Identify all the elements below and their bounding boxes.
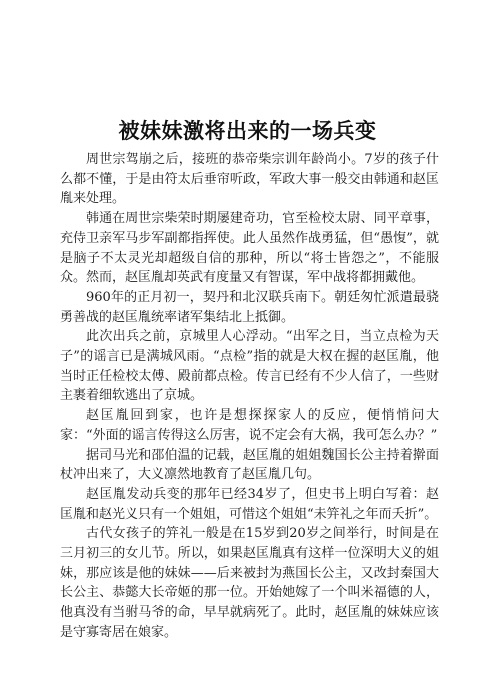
paragraph: 据司马光和邵伯温的记载，赵匡胤的姐姐魏国长公主持着擀面杖冲出来了，大义凛然地教育了赵匡胤几句。 [60,447,439,483]
paragraph: 960年的正月初一，契丹和北汉联兵南下。朝廷匆忙派遣最骁勇善战的赵匡胤统率诸军集结北上抵御。 [60,289,439,325]
article-title: 被妹妹激将出来的一场兵变 [118,118,377,144]
paragraph: 赵匡胤发动兵变的那年已经34岁了，但史书上明白写着：赵匡胤和赵光义只有一个姐姐，可惜这个姐姐“未笄礼之年而夭折”。 [60,486,439,522]
paragraph: 此次出兵之前，京城里人心浮动。“出军之日，当立点检为天子”的谣言已是满城风雨。“点检”指的就是大权在握的赵匡胤，他当时正任检校太傅、殿前都点检。传言已经有不少人信了，一些财主裹着细软逃出了京城。 [60,329,439,404]
paragraph: 韩通在周世宗柴荣时期屡建奇功，官至检校太尉、同平章事，充侍卫亲军马步军副都指挥使。此人虽然作战勇猛，但“愚愎”，就是脑子不太灵光却超级自信的那种，所以“将士皆怨之”，不能服众。然而，赵匡胤却英武有度量又有智谋，军中战将都拥戴他。 [60,211,439,286]
paragraph: 古代女孩子的笄礼一般是在15岁到20岁之间举行，时间是在三月初三的女儿节。所以，如果赵匡胤真有这样一位深明大义的姐妹，那应该是他的妹妹——后来被封为燕国长公主，又改封秦国大长公主、恭懿大长帝姬的那一位。开始她嫁了一个叫米福德的人，他真没有当驸马爷的命，早早就病死了。此时，赵匡胤的妹妹应该是守寡寄居在娘家。 [60,526,439,640]
paragraph: 周世宗驾崩之后，接班的恭帝柴宗训年龄尚小。7岁的孩子什么都不懂，于是由符太后垂帘听政，军政大事一般交由韩通和赵匡胤来处理。 [60,152,439,207]
article-body [60,150,439,643]
paragraph: 赵匡胤回到家，也许是想探探家人的反应，便悄悄问大家：“外面的谣言传得这么厉害，说不定会有大祸，我可怎么办？” [60,408,439,443]
